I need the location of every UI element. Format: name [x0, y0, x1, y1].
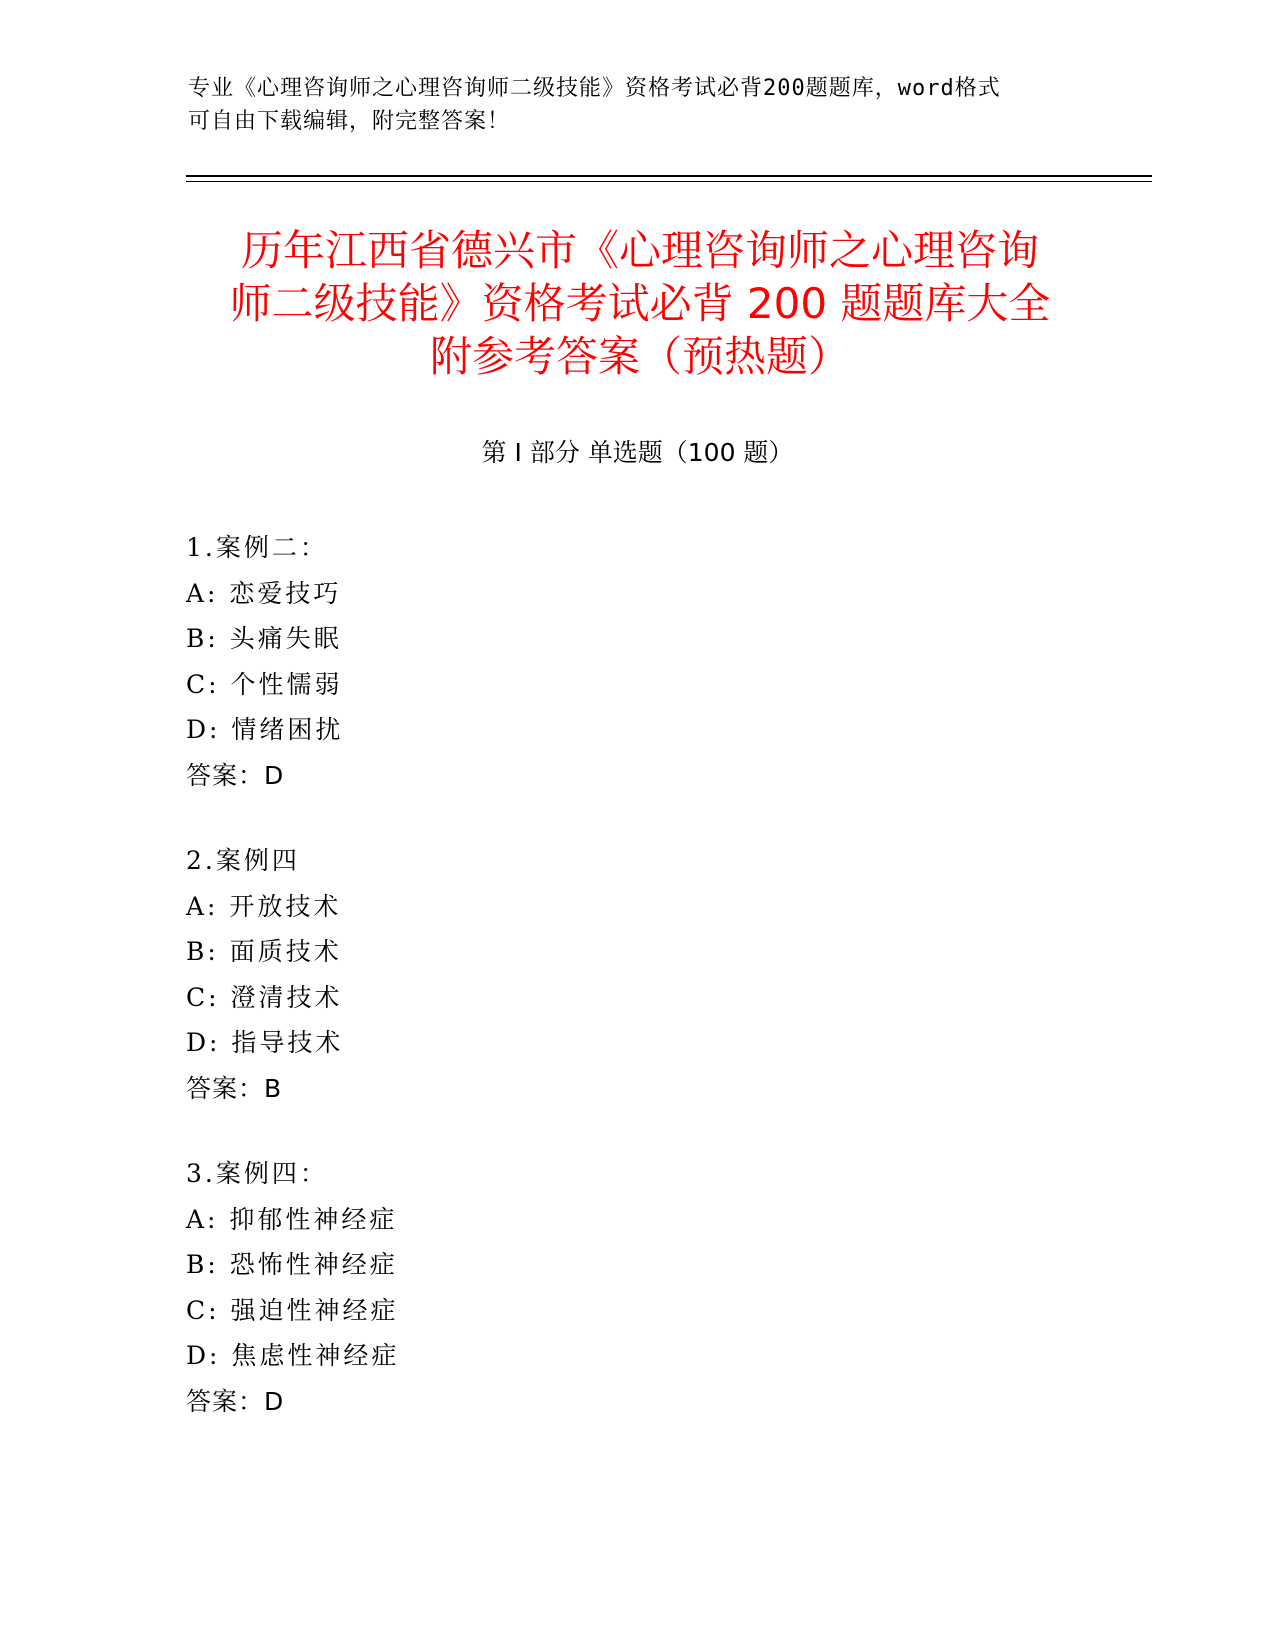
option-b: B: 恐怖性神经症 [186, 1250, 398, 1279]
document-title-line-1: 历年江西省德兴市《心理咨询师之心理咨询 [240, 226, 1039, 275]
option-a: A: 抑郁性神经症 [186, 1204, 398, 1234]
question-item [186, 525, 1086, 798]
header-note-line-2: 可自由下载编辑，附完整答案！ [188, 109, 511, 134]
option-b: B: 面质技术 [186, 937, 342, 966]
document-title-line-3: 附参考答案（预热题） [429, 332, 850, 381]
option-c: C: 强迫性神经症 [186, 1295, 399, 1325]
header-rule-thin [186, 181, 1152, 182]
option-c: C: 澄清技术 [186, 982, 343, 1012]
document-title-line-2: 师二级技能》资格考试必背 200 题题库大全 [229, 279, 1051, 328]
option-a: A: 开放技术 [186, 891, 342, 921]
answer-line: 答案：D [186, 760, 285, 790]
answer-line: 答案：B [186, 1073, 283, 1103]
document-title [190, 224, 1090, 383]
option-d: D: 焦虑性神经症 [186, 1341, 400, 1370]
question-stem: 2.案例四 [186, 846, 300, 875]
question-stem: 3.案例四： [186, 1159, 328, 1188]
option-a: A: 恋爱技巧 [186, 578, 342, 608]
option-c: C: 个性懦弱 [186, 669, 343, 699]
question-list [186, 525, 1086, 1464]
header-note [188, 72, 1068, 138]
answer-line: 答案：D [186, 1386, 285, 1416]
option-d: D: 指导技术 [186, 1028, 344, 1057]
option-d: D: 情绪困扰 [186, 715, 344, 744]
option-b: B: 头痛失眠 [186, 624, 342, 653]
header-rule-thick [186, 175, 1152, 177]
section-heading: 第 I 部分 单选题（100 题） [481, 438, 794, 467]
header-note-line-1: 专业《心理咨询师之心理咨询师二级技能》资格考试必背200题题库，word格式 [188, 76, 1001, 101]
question-stem: 1.案例二： [186, 533, 328, 562]
question-item [186, 1151, 1086, 1424]
question-item [186, 838, 1086, 1111]
